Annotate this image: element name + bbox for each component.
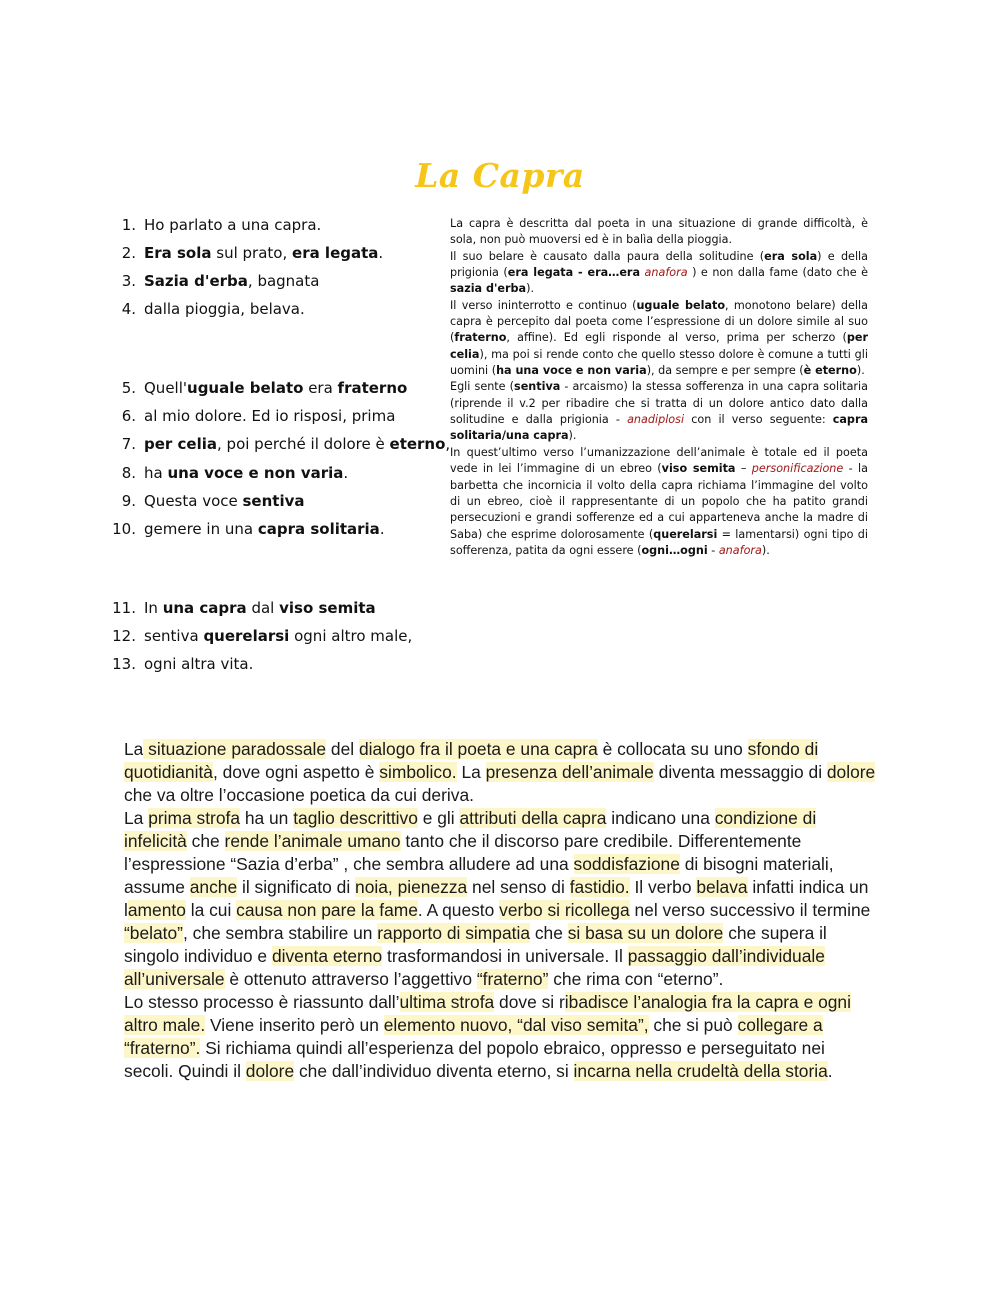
bold-text: era legata - era…era	[507, 266, 640, 280]
text-run: Il verbo	[629, 877, 697, 897]
line-text	[144, 244, 383, 262]
text-run: ha	[144, 464, 168, 482]
poem-line	[108, 462, 448, 484]
text-run: ).	[526, 282, 535, 296]
highlighted-text: causa non pare la fame	[236, 900, 418, 920]
bold-text: ogni…ogni	[641, 543, 708, 557]
line-number: 7.	[121, 435, 136, 453]
highlighted-text: dialogo fra il poeta e una capra	[358, 739, 598, 759]
text-run: è ottenuto attraverso l’aggettivo	[224, 969, 477, 989]
highlighted-text: noia, pienezza	[355, 877, 468, 897]
bold-text: sentiva	[242, 492, 305, 510]
bold-text: è eterno	[803, 364, 857, 378]
text-run: , affine). Ed egli risponde al verso, prima per scherzo (	[506, 331, 847, 345]
text-run: con il verso seguente:	[684, 413, 833, 427]
text-run: tanto che il discorso pare credibile. Differentemente l’espressione “Sazia d’erba” , che sembra alludere ad una	[124, 831, 802, 874]
highlighted-text: “fraterno”	[476, 969, 549, 989]
highlighted-text: passaggio dall’individuale all’universale	[124, 946, 825, 989]
line-number: 2.	[121, 244, 136, 262]
text-run: ).	[856, 364, 865, 378]
text-run: .	[378, 244, 384, 262]
text-run: . A questo	[417, 900, 500, 920]
line-number: 1.	[121, 216, 136, 234]
highlighted-text: diventa eterno	[271, 946, 383, 966]
highlighted-text: taglio descrittivo	[293, 808, 418, 828]
highlighted-text: elemento nuovo, “dal viso semita”,	[383, 1015, 649, 1035]
line-text	[144, 520, 385, 538]
text-run: infatti indica un l	[124, 877, 869, 920]
poem-line	[108, 433, 451, 455]
line-text	[144, 379, 407, 397]
text-run: La	[456, 762, 486, 782]
text-run: dove si r	[494, 992, 565, 1012]
bold-text: fraterno	[454, 331, 507, 345]
highlighted-text: ultima strofa	[399, 992, 495, 1012]
text-run: il significato di	[237, 877, 356, 897]
commentary-box	[450, 216, 868, 559]
text-run: la cui	[185, 900, 237, 920]
bold-text: per celia	[450, 331, 868, 361]
line-number: 10.	[112, 520, 136, 538]
line-text	[144, 492, 305, 510]
poem-line	[108, 242, 448, 264]
text-run: , dove ogni aspetto è	[212, 762, 380, 782]
text-run: Egli sente (	[450, 380, 515, 394]
commentary-paragraph	[450, 379, 868, 444]
figure-of-speech: anafora	[644, 266, 688, 280]
bold-text: ha una voce e non varia	[496, 364, 647, 378]
bold-text: sazia d'erba	[450, 282, 527, 296]
poem-line	[108, 214, 448, 236]
line-number: 6.	[121, 407, 136, 425]
poem-line	[108, 405, 448, 427]
text-run: , che sembra stabilire un	[182, 923, 378, 943]
bold-text: querelarsi	[653, 527, 718, 541]
bold-text: querelarsi	[203, 627, 290, 645]
poem-line	[108, 653, 448, 675]
text-run: La	[124, 808, 149, 828]
line-text	[144, 407, 395, 425]
text-run: trasformandosi in universale. Il	[382, 946, 628, 966]
bold-text: era legata	[292, 244, 379, 262]
line-text	[144, 655, 253, 673]
text-run: ,	[445, 435, 451, 453]
line-text	[144, 300, 305, 318]
highlighted-text: verbo si ricollega	[499, 900, 630, 920]
text-run: che supera il singolo individuo e	[124, 923, 827, 966]
highlighted-text: simbolico.	[379, 762, 457, 782]
highlighted-text: collegare a “fraterno”.	[124, 1015, 823, 1058]
line-number: 13.	[112, 655, 136, 673]
bold-text: uguale belato	[636, 298, 726, 312]
highlighted-text: amento	[127, 900, 186, 920]
page-title: La Capra	[415, 156, 585, 195]
highlighted-text: ibadisce l’analogia fra la capra e ogni altro male.	[124, 992, 851, 1035]
bold-text: eterno	[389, 435, 446, 453]
highlighted-text: sfondo di quotidianità	[124, 739, 819, 782]
text-run: ogni altra vita.	[144, 655, 254, 673]
text-run: –	[735, 462, 752, 476]
line-text	[144, 216, 321, 234]
bold-text: Sazia d'erba	[144, 272, 248, 290]
text-run: Si richiama quindi all’esperienza del popolo ebraico, oppresso e perseguitato nei secoli. Quindi il	[124, 1038, 825, 1081]
essay-paragraph	[124, 807, 876, 991]
text-run: .	[379, 520, 385, 538]
line-number: 12.	[112, 627, 136, 645]
line-number: 8.	[121, 464, 136, 482]
text-run: ) e della prigionia (	[450, 249, 869, 280]
text-run: sul prato,	[211, 244, 293, 262]
highlighted-text: fastidio.	[569, 877, 630, 897]
text-run: Il suo belare è causato dalla paura della solitudine (	[450, 249, 765, 263]
figure-of-speech: personificazione	[751, 462, 844, 476]
highlighted-text: anche	[189, 877, 238, 897]
line-text	[144, 464, 348, 482]
line-text	[144, 435, 450, 453]
poem-line	[108, 490, 448, 512]
line-number: 11.	[112, 599, 136, 617]
bold-text: fraterno	[337, 379, 408, 397]
bold-text: viso semita	[661, 462, 736, 476]
bold-text: per celia	[144, 435, 218, 453]
text-run: ), da sempre e per sempre (	[646, 364, 804, 378]
text-run: .	[827, 1061, 833, 1081]
highlighted-text: rapporto di simpatia	[377, 923, 530, 943]
commentary-paragraph	[450, 298, 868, 380]
bold-text: una voce e non varia	[167, 464, 344, 482]
highlighted-text: presenza dell’animale	[485, 762, 654, 782]
line-number: 3.	[121, 272, 136, 290]
poem-line	[108, 625, 448, 647]
highlighted-text: belava	[696, 877, 748, 897]
text-run: In quest’ultimo verso l’umanizzazione dell’animale è totale ed il poeta vede in lei l’immagine di un ebreo (	[450, 445, 868, 476]
figure-of-speech: anadiplosi	[627, 413, 685, 427]
text-run: , poi perché il dolore è	[217, 435, 390, 453]
poem-line	[108, 597, 448, 619]
figure-of-speech: anafora	[718, 543, 762, 557]
highlighted-text: si basa su un dolore	[567, 923, 724, 943]
commentary-paragraph	[450, 216, 868, 249]
text-run: Il verso ininterrotto e continuo (	[450, 298, 637, 312]
text-run: era	[303, 379, 338, 397]
essay	[124, 738, 876, 1083]
highlighted-text: dolore	[826, 762, 876, 782]
text-run: ogni altro male,	[289, 627, 413, 645]
text-run: La	[124, 739, 144, 759]
text-run: dal	[246, 599, 280, 617]
line-text	[144, 599, 376, 617]
text-run: , bagnata	[247, 272, 320, 290]
text-run: La capra è descritta dal poeta in una situazione di grande difficoltà, è sola, non può muoversi ed è in balìa della pioggia.	[450, 217, 868, 247]
bold-text: capra solitaria	[257, 520, 380, 538]
text-run: ), ma poi si rende conto che quello stesso dolore è comune a tutti gli uomini (	[450, 347, 868, 378]
text-run: Viene inserito però un	[205, 1015, 384, 1035]
text-run: .	[343, 464, 349, 482]
highlighted-text: incarna nella crudeltà della storia	[573, 1061, 828, 1081]
text-run: ha un	[240, 808, 294, 828]
text-run: ).	[568, 429, 577, 443]
text-run: Lo stesso processo è riassunto dall’	[124, 992, 400, 1012]
text-run: del	[326, 739, 359, 759]
line-text	[144, 272, 319, 290]
line-text	[144, 627, 412, 645]
poem-line	[108, 270, 448, 292]
text-run: - arcaismo) la stessa sofferenza in una capra solitaria (riprende il v.2 per ribadire che si tratta di un dolore antico dato dalla solitudine e dalla prigionia -	[450, 380, 868, 427]
text-run: ) e non dalla fame (dato che è	[687, 266, 869, 280]
text-run: al mio dolore. Ed io risposi, prima	[144, 407, 396, 425]
commentary-paragraph	[450, 445, 868, 559]
bold-text: capra solitaria/una capra	[450, 413, 869, 443]
highlighted-text: situazione paradossale	[143, 739, 327, 759]
essay-paragraph	[124, 738, 876, 807]
text-run: Ho parlato a una capra.	[144, 216, 322, 234]
text-run: che rima con “eterno”.	[548, 969, 724, 989]
commentary-paragraph	[450, 249, 868, 298]
text-run: sentiva	[144, 627, 204, 645]
text-run: che dall’individuo diventa eterno, si	[294, 1061, 574, 1081]
text-run: -	[707, 543, 719, 557]
poem-line	[108, 298, 448, 320]
text-run: dalla pioggia, belava.	[144, 300, 305, 318]
text-run: Quell'	[144, 379, 188, 397]
highlighted-text: rende l’animale umano	[224, 831, 401, 851]
text-run: che	[186, 831, 225, 851]
text-run: nel senso di	[467, 877, 570, 897]
essay-paragraph	[124, 991, 876, 1083]
bold-text: uguale belato	[187, 379, 304, 397]
line-number: 4.	[121, 300, 136, 318]
bold-text: sentiva	[514, 380, 561, 394]
highlighted-text: dolore	[245, 1061, 295, 1081]
line-number: 9.	[121, 492, 136, 510]
text-run: è collocata su uno	[597, 739, 748, 759]
highlighted-text: prima strofa	[148, 808, 240, 828]
text-run: diventa messaggio di	[653, 762, 827, 782]
bold-text: Era sola	[144, 244, 212, 262]
poem-line	[108, 518, 448, 540]
bold-text: una capra	[162, 599, 247, 617]
bold-text: era sola	[764, 249, 818, 263]
highlighted-text: attributi della capra	[459, 808, 607, 828]
bold-text: viso semita	[279, 599, 376, 617]
text-run: che si può	[648, 1015, 738, 1035]
text-run: In	[144, 599, 163, 617]
highlighted-text: condizione di infelicità	[124, 808, 817, 851]
text-run: e gli	[417, 808, 460, 828]
text-run: Questa voce	[144, 492, 243, 510]
poem-line	[108, 377, 448, 399]
text-run: che va oltre l’occasione poetica da cui deriva.	[124, 785, 474, 805]
text-run: indicano una	[606, 808, 715, 828]
text-run: ).	[761, 543, 770, 557]
text-run: = lamentarsi) ogni tipo di sofferenza, patita da ogni essere (	[450, 527, 868, 557]
text-run: gemere in una	[144, 520, 258, 538]
text-run: che	[530, 923, 568, 943]
text-run: - la barbetta che incornicia il volto della capra richiama l’immagine del volto di un ebreo, cioè il rappresentante di un popolo che ha patito grandi persecuzioni e grandi sofferenze ed a cui apparteneva anche la madre di Saba) che esprime dolorosamente (	[450, 462, 868, 541]
highlighted-text: soddisfazione	[573, 854, 680, 874]
line-number: 5.	[121, 379, 136, 397]
text-run: , monotono belare) della capra è percepito dal poeta come l’espressione di un dolore simile al suo (	[450, 298, 868, 345]
text-run: nel verso successivo il termine	[629, 900, 871, 920]
text-run: di bisogni materiali, assume	[124, 854, 834, 897]
highlighted-text: “belato”	[124, 923, 183, 943]
